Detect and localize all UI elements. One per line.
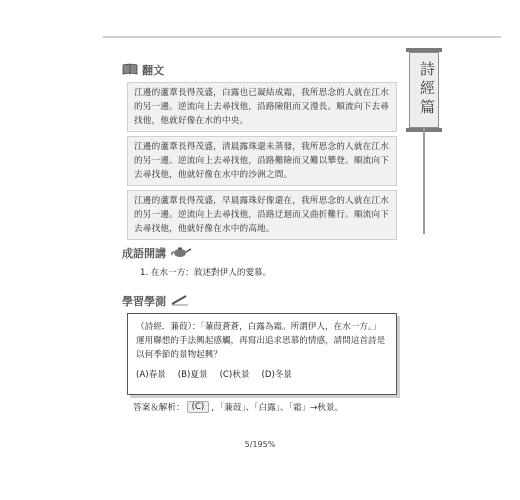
quiz-option-c[interactable]: (C)秋景 — [219, 370, 250, 380]
answer-prefix: 答案＆解析： — [133, 403, 185, 413]
translation-heading-text: 翻文 — [142, 64, 164, 77]
quiz-question: （詩經．蒹葭）：「蒹葭蒼蒼，白露為霜。所謂伊人，在水一方。」運用聯想的手法興起感觸，再寫出追求思慕的情感，請問這首詩是以何季節的景物起興？ — [136, 322, 386, 360]
quiz-box — [127, 313, 397, 395]
chapter-side-tab-label: 詩經篇 — [418, 61, 436, 118]
book-icon — [122, 63, 138, 78]
translation-paragraph: 江邊的蘆葦長得茂盛，早晨露珠好像還在，我所思念的人就在江水的另一邊。逆流向上去尋找他，沿路迂迴而又曲折難行。順流向下去尋找他，他就好像在水中的高地。 — [127, 190, 397, 240]
side-tab-stick — [423, 128, 425, 234]
chapter-side-tab — [409, 52, 439, 128]
answer-choice: (C) — [187, 401, 210, 413]
translation-heading — [122, 62, 164, 78]
quiz-options — [136, 368, 388, 382]
quiz-option-b[interactable]: (B)夏景 — [177, 370, 208, 380]
top-divider — [103, 36, 501, 38]
quiz-heading — [122, 293, 190, 309]
idioms-heading — [122, 245, 192, 261]
translation-box — [127, 82, 397, 244]
quiz-heading-text: 學習學測 — [122, 295, 166, 308]
pen-icon — [170, 294, 190, 309]
translation-paragraph: 江邊的蘆葦長得茂盛，白露也已凝結成霜，我所思念的人就在江水的另一邊。逆流向上去尋找他，沿路險阻而又漫長。順流向下去尋找他，他就好像在水的中央。 — [127, 82, 397, 132]
idiom-list-item: 1. 在水一方：敘述對伊人的愛慕。 — [140, 268, 272, 278]
answer-row — [133, 401, 343, 413]
page-number: 5/195% — [244, 440, 276, 449]
translation-paragraph: 江邊的蘆葦長得茂盛，清晨露珠還未蒸發，我所思念的人就在江水的另一邊。逆流向上去尋找他，沿路難險而又難以攀登。順流向下去尋找他，他就好像在水中的沙洲之間。 — [127, 136, 397, 186]
quiz-option-a[interactable]: (A)春景 — [136, 370, 166, 380]
answer-explanation: ，「蒹葭」、「白露」、「霜」→秋景。 — [211, 403, 344, 413]
idioms-heading-text: 成語開講 — [122, 247, 166, 260]
teapot-icon — [170, 246, 192, 261]
quiz-option-d[interactable]: (D)冬景 — [261, 370, 292, 380]
